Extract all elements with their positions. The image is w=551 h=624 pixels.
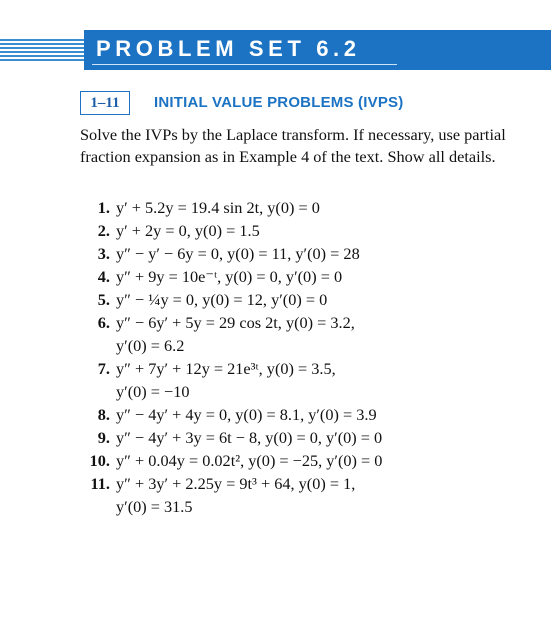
problem-equation-continued: y′(0) = 31.5 (116, 497, 193, 516)
problem-equation: y″ − 4y′ + 4y = 0, y(0) = 8.1, y′(0) = 3.9 (116, 405, 377, 424)
page-title: PROBLEM SET 6.2 (96, 36, 361, 61)
problem-number: 6. (97, 313, 110, 332)
section-title: INITIAL VALUE PROBLEMS (IVPS) (154, 94, 404, 111)
instructions-paragraph: Solve the IVPs by the Laplace transform. If necessary, use partial fraction expansion as in Example 4 of the text. Show all details. (80, 125, 506, 166)
problem-equation: y′ + 2y = 0, y(0) = 1.5 (116, 221, 260, 240)
problem-equation: y″ + 9y = 10e⁻ᵗ, y(0) = 0, y′(0) = 0 (116, 267, 343, 286)
problem-number: 2. (97, 221, 110, 240)
problem-item (80, 219, 540, 242)
problem-equation: y″ − ¼y = 0, y(0) = 12, y′(0) = 0 (116, 290, 328, 309)
problem-list (80, 196, 540, 518)
problem-item-continuation (80, 380, 540, 403)
header-stripe-decoration (0, 39, 90, 61)
problem-number: 4. (97, 267, 110, 286)
problem-equation-continued: y′(0) = −10 (116, 382, 190, 401)
problem-number: 9. (97, 428, 110, 447)
section-number-box: 1–11 (80, 91, 130, 115)
problem-equation: y″ + 3y′ + 2.25y = 9t³ + 64, y(0) = 1, (116, 474, 356, 493)
problem-item (80, 288, 540, 311)
problem-equation: y″ + 7y′ + 12y = 21e³ᵗ, y(0) = 3.5, (116, 359, 336, 378)
problem-item (80, 403, 540, 426)
problem-item-continuation (80, 495, 540, 518)
problem-equation: y″ − 4y′ + 3y = 6t − 8, y(0) = 0, y′(0) = 0 (116, 428, 383, 447)
problem-equation-continued: y′(0) = 6.2 (116, 336, 185, 355)
problem-number: 8. (97, 405, 110, 424)
problem-equation: y″ + 0.04y = 0.02t², y(0) = −25, y′(0) = 0 (116, 451, 383, 470)
problem-item (80, 357, 540, 380)
problem-number: 5. (97, 290, 110, 309)
problem-item (80, 242, 540, 265)
problem-item (80, 449, 540, 472)
problem-item (80, 426, 540, 449)
problem-number: 7. (97, 359, 110, 378)
problem-set-header (0, 30, 551, 70)
problem-equation: y′ + 5.2y = 19.4 sin 2t, y(0) = 0 (116, 198, 320, 217)
problem-item (80, 311, 540, 334)
problem-number: 1. (97, 198, 110, 217)
problem-number: 3. (97, 244, 110, 263)
title-underline (92, 64, 397, 65)
problem-item (80, 196, 540, 219)
problem-item (80, 472, 540, 495)
problem-item (80, 265, 540, 288)
problem-number: 11. (90, 474, 110, 493)
problem-number: 10. (89, 451, 110, 470)
problem-item-continuation (80, 334, 540, 357)
problem-equation: y″ − 6y′ + 5y = 29 cos 2t, y(0) = 3.2, (116, 313, 355, 332)
problem-equation: y″ − y′ − 6y = 0, y(0) = 11, y′(0) = 28 (116, 244, 360, 263)
